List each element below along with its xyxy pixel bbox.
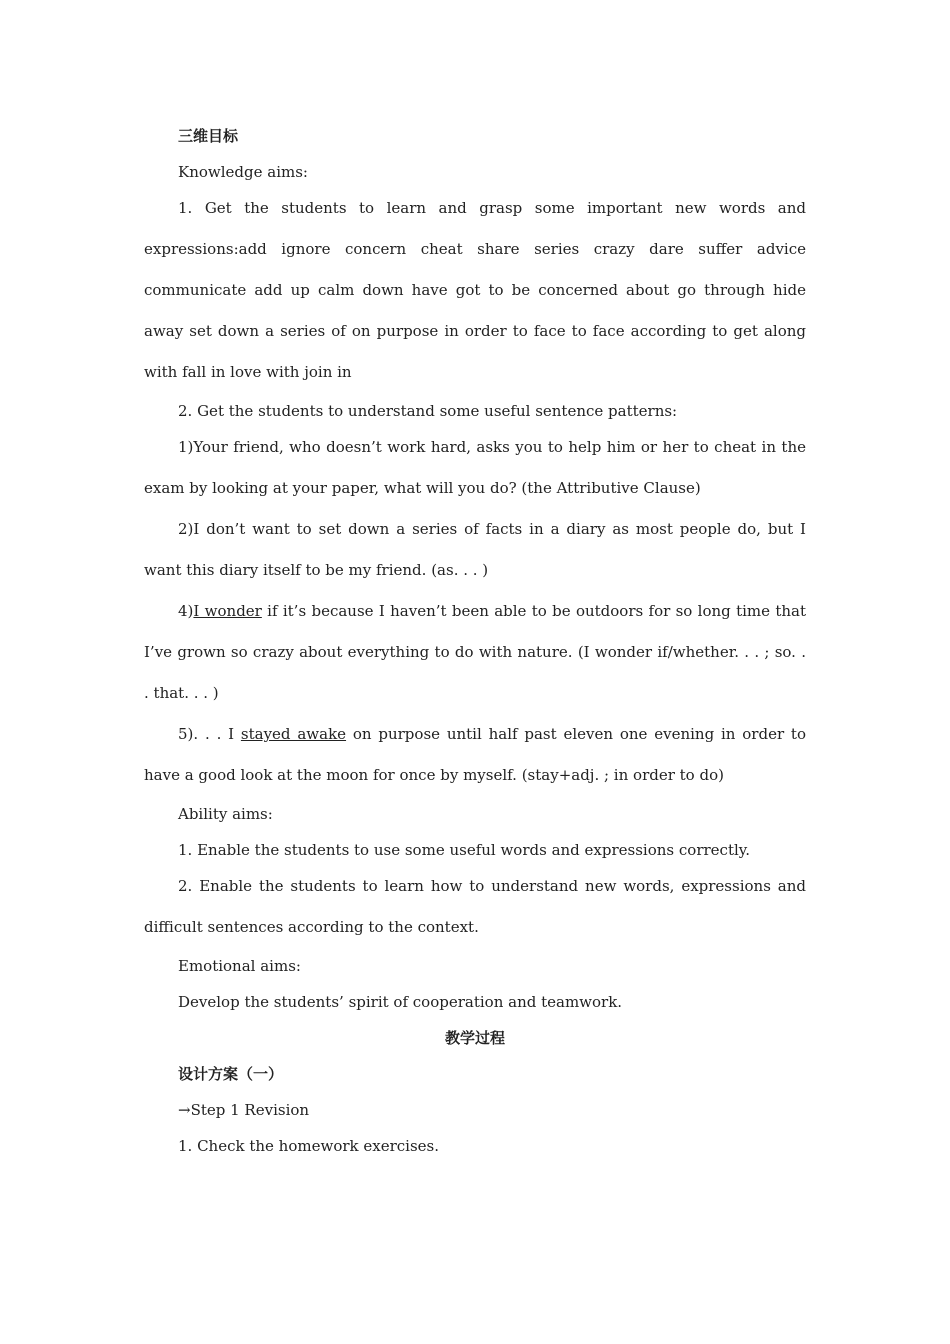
- sentence-pattern-4: [144, 591, 806, 714]
- sentence-5-prefix: 5). . . I: [178, 725, 241, 743]
- step-1-item-1: 1. Check the homework exercises.: [178, 1137, 439, 1155]
- knowledge-aims-label: Knowledge aims:: [178, 163, 308, 181]
- emotional-aims-label: Emotional aims:: [178, 957, 301, 975]
- ability-aims-label: Ability aims:: [178, 805, 273, 823]
- sentence-4-prefix: 4): [178, 602, 194, 620]
- ability-aim-1: 1. Enable the students to use some useful words and expressions correctly.: [178, 841, 751, 859]
- sentence-pattern-2: 2)I don’t want to set down a series of facts in a diary as most people do, but I want this diary itself to be my friend. (as. . . ): [144, 520, 806, 579]
- sentence-pattern-5: [144, 714, 806, 796]
- teaching-process-heading: 教学过程: [444, 1029, 505, 1047]
- knowledge-aim-2: 2. Get the students to understand some useful sentence patterns:: [178, 402, 678, 420]
- emotional-aim-1: Develop the students’ spirit of cooperation and teamwork.: [178, 993, 623, 1011]
- sentence-pattern-1: 1)Your friend, who doesn’t work hard, asks you to help him or her to cheat in the exam by looking at your paper, what will you do? (the Attributive Clause): [144, 438, 806, 497]
- sentence-4-rest: if it’s because I haven’t been able to be outdoors for so long time that I’ve grown so crazy about everything to do with nature. (I wonder if/whether. . . ; so. . . that. . . ): [144, 602, 806, 702]
- sentence-5-underlined: stayed awake: [240, 725, 347, 743]
- knowledge-aim-1: 1. Get the students to learn and grasp some important new words and expressions:add ignore concern cheat share series crazy dare suffer advice communicate add up calm down have got to be concerned about go through hide away set down a series of on purpose in order to face to face according to get along with fall in love with join in: [144, 199, 806, 381]
- design-plan-heading: 设计方案（一）: [178, 1065, 284, 1083]
- sentence-5-rest: on purpose until half past eleven one evening in order to have a good look at the moon for once by myself. (stay+adj. ; in order to do): [144, 725, 806, 784]
- section-heading-3d-aims: 三维目标: [178, 127, 239, 145]
- document-page: [144, 118, 806, 1164]
- step-1-revision: →Step 1 Revision: [178, 1101, 310, 1119]
- sentence-4-underlined: I wonder: [193, 602, 262, 620]
- ability-aim-2: 2. Enable the students to learn how to understand new words, expressions and difficult sentences according to the context.: [144, 877, 806, 936]
